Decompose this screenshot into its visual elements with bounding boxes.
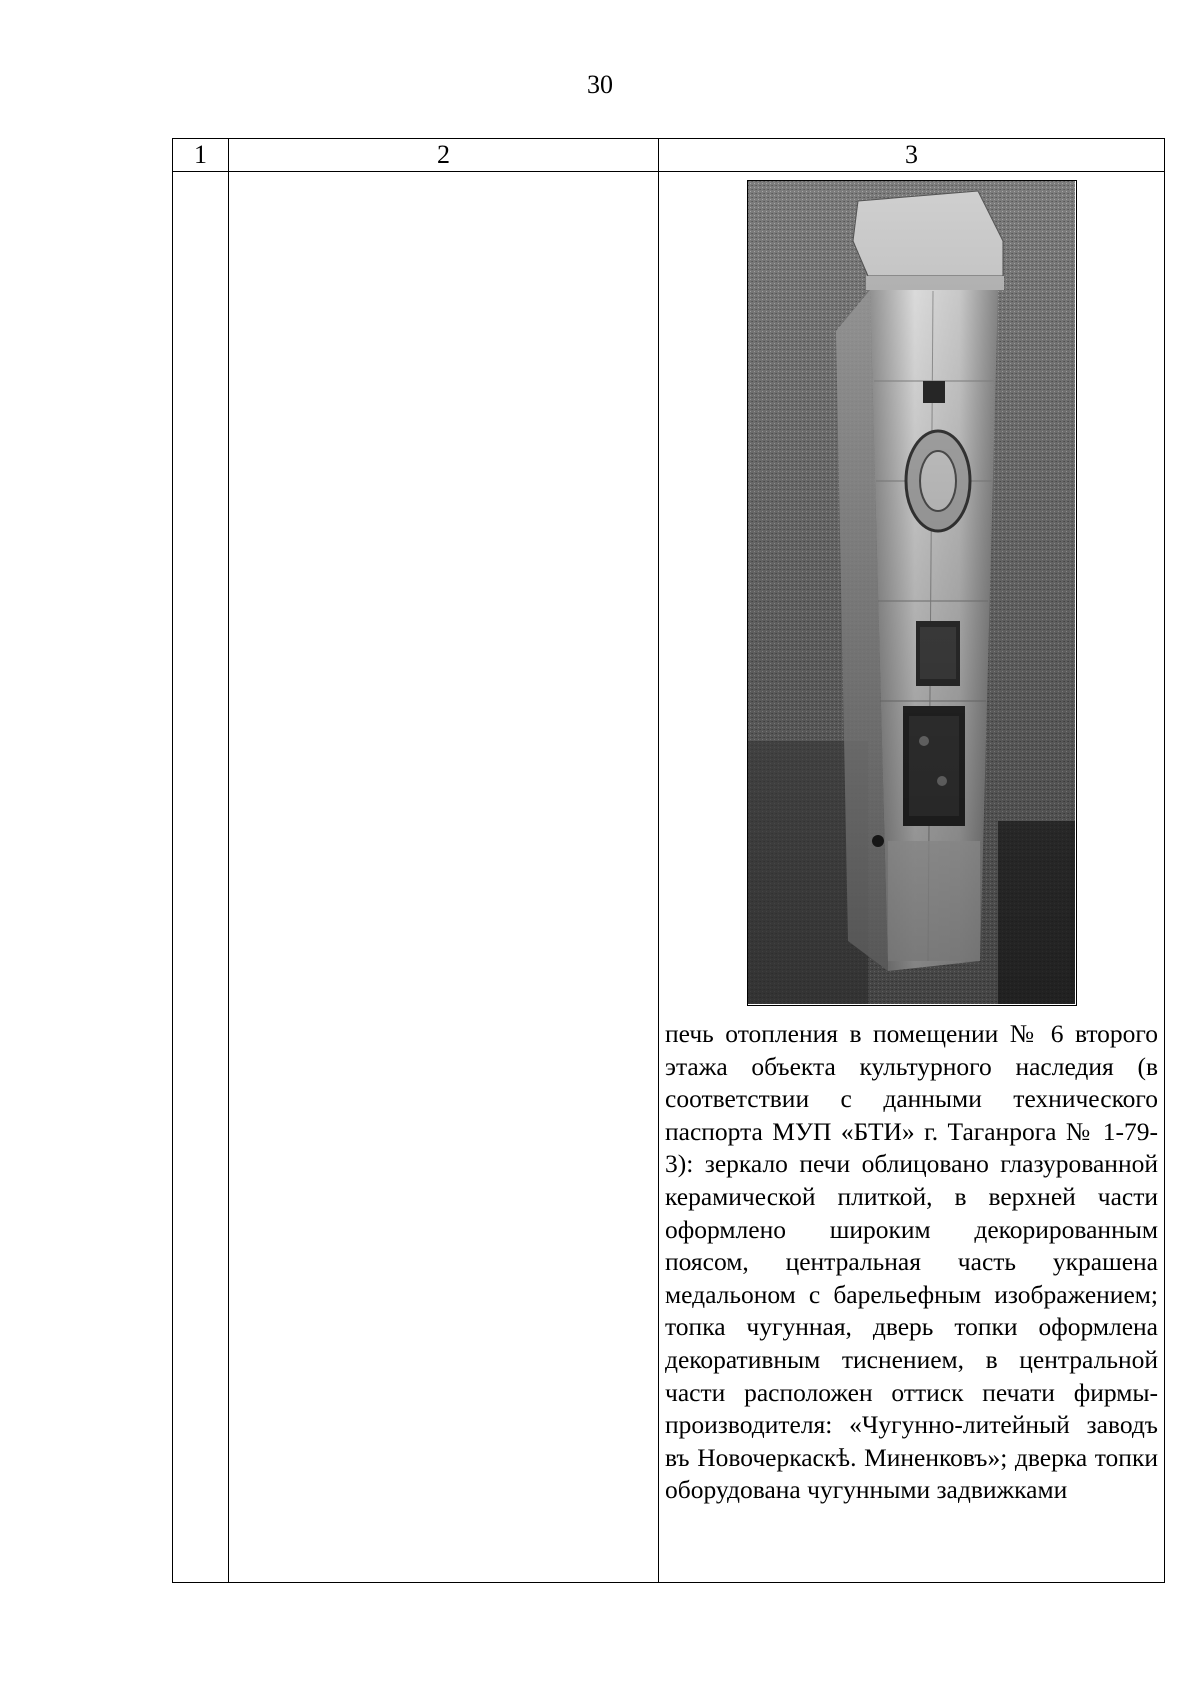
cell-col2	[229, 172, 659, 1583]
column-header-2: 2	[229, 139, 659, 172]
stove-photo	[747, 180, 1077, 1006]
column-header-1: 1	[173, 139, 229, 172]
table-row	[173, 172, 1165, 1583]
document-table	[172, 138, 1165, 1583]
stove-description: печь отопления в помещении № 6 второго этажа объекта культурного наследия (в соответствии с данными технического паспорта МУП «БТИ» г. Таганрога № 1-79-3): зеркало печи облицовано глазурованной керамической плиткой, в верхней части оформлено широким декорированным поясом, центральная часть украшена медальоном с барельефным изображением; топка чугунная, дверь топки оформлена декоративным тиснением, в центральной части расположен оттиск печати фирмы-производителя: «Чугунно-литейный заводъ въ Новочеркаскѣ. Миненковъ»; дверка топки оборудована чугунными задвижками	[665, 1019, 1158, 1505]
page-number: 30	[587, 70, 613, 99]
column-header-3: 3	[659, 139, 1165, 172]
cell-col1	[173, 172, 229, 1583]
table-header-row	[173, 139, 1165, 172]
cell-col3	[659, 172, 1165, 1583]
stove-photo-image	[748, 181, 1075, 1004]
